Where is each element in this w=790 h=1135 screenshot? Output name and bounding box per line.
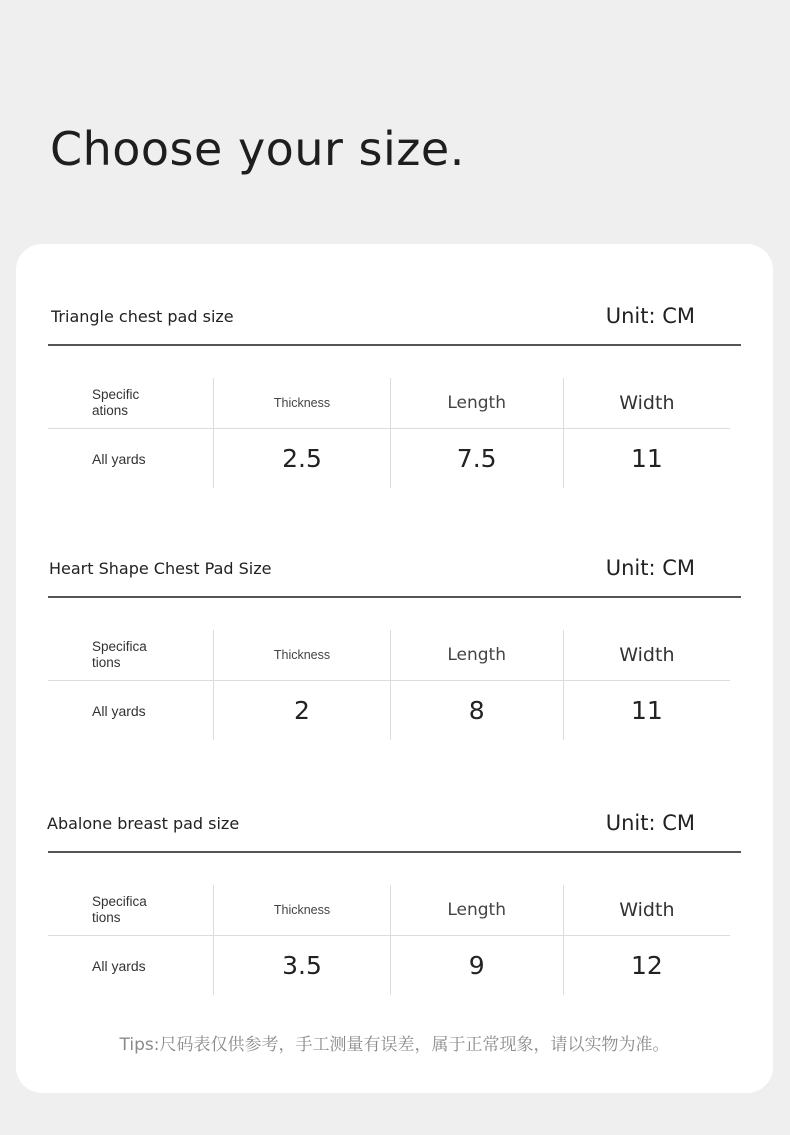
header-cell-spec <box>48 630 213 680</box>
section-divider <box>48 344 741 346</box>
section-header <box>48 536 741 596</box>
length-cell <box>390 936 563 995</box>
thickness-cell <box>213 429 389 488</box>
section-title: Triangle chest pad size <box>51 307 234 326</box>
header-cell-thickness <box>213 630 389 680</box>
header-cell-length <box>390 630 563 680</box>
length-header: Length <box>447 393 506 413</box>
size-table <box>48 378 730 488</box>
section-title: Abalone breast pad size <box>47 814 240 833</box>
thickness-cell <box>213 936 389 995</box>
thickness-value: 2.5 <box>282 444 322 473</box>
header-cell-width <box>563 885 730 935</box>
length-header: Length <box>447 645 506 665</box>
thickness-value: 3.5 <box>282 951 322 980</box>
size-section-abalone <box>48 791 741 995</box>
width-header: Width <box>619 644 675 666</box>
length-value: 7.5 <box>456 444 497 473</box>
page-title: Choose your size. <box>50 122 465 176</box>
width-header: Width <box>619 392 675 414</box>
section-title: Heart Shape Chest Pad Size <box>49 559 272 578</box>
row-label: All yards <box>92 450 146 467</box>
width-value: 11 <box>630 696 663 725</box>
row-label: All yards <box>92 702 146 719</box>
width-header: Width <box>619 899 675 921</box>
header-cell-thickness <box>213 378 389 428</box>
header-cell-spec <box>48 885 213 935</box>
section-divider <box>48 851 741 853</box>
header-cell-spec <box>48 378 213 428</box>
spec-header: Specifica tions <box>92 639 147 670</box>
width-cell <box>563 429 730 488</box>
width-cell <box>563 681 730 740</box>
table-row <box>48 936 730 995</box>
spec-header: Specific ations <box>92 387 140 418</box>
table-header-row <box>48 378 730 429</box>
spec-header: Specifica tions <box>92 894 147 925</box>
length-value: 8 <box>468 696 485 725</box>
table-header-row <box>48 630 730 681</box>
header-cell-width <box>563 630 730 680</box>
table-header-row <box>48 885 730 936</box>
unit-label: Unit: CM <box>605 304 695 328</box>
length-cell <box>390 681 563 740</box>
section-divider <box>48 596 741 598</box>
length-cell <box>390 429 563 488</box>
thickness-header: Thickness <box>273 903 331 917</box>
section-header <box>48 284 741 344</box>
table-row <box>48 681 730 740</box>
width-value: 11 <box>630 444 663 473</box>
thickness-header: Thickness <box>273 396 331 410</box>
thickness-cell <box>213 681 389 740</box>
section-header <box>48 791 741 851</box>
header-cell-thickness <box>213 885 389 935</box>
width-value: 12 <box>630 951 663 980</box>
table-row <box>48 429 730 488</box>
row-label-cell <box>48 429 213 488</box>
size-chart-card <box>16 244 773 1093</box>
thickness-header: Thickness <box>273 648 331 662</box>
row-label-cell <box>48 681 213 740</box>
unit-label: Unit: CM <box>605 556 695 580</box>
header-cell-length <box>390 885 563 935</box>
length-value: 9 <box>468 951 485 980</box>
thickness-value: 2 <box>294 696 310 725</box>
unit-label: Unit: CM <box>605 811 695 835</box>
size-table <box>48 630 730 740</box>
size-table <box>48 885 730 995</box>
header-cell-width <box>563 378 730 428</box>
size-section-heart <box>48 536 741 740</box>
size-section-triangle <box>48 284 741 488</box>
header-cell-length <box>390 378 563 428</box>
tips-note: Tips:尺码表仅供参考，手工测量有误差，属于正常现象，请以实物为准。 <box>119 1035 670 1055</box>
row-label-cell <box>48 936 213 995</box>
length-header: Length <box>447 900 506 920</box>
row-label: All yards <box>92 957 146 974</box>
width-cell <box>563 936 730 995</box>
